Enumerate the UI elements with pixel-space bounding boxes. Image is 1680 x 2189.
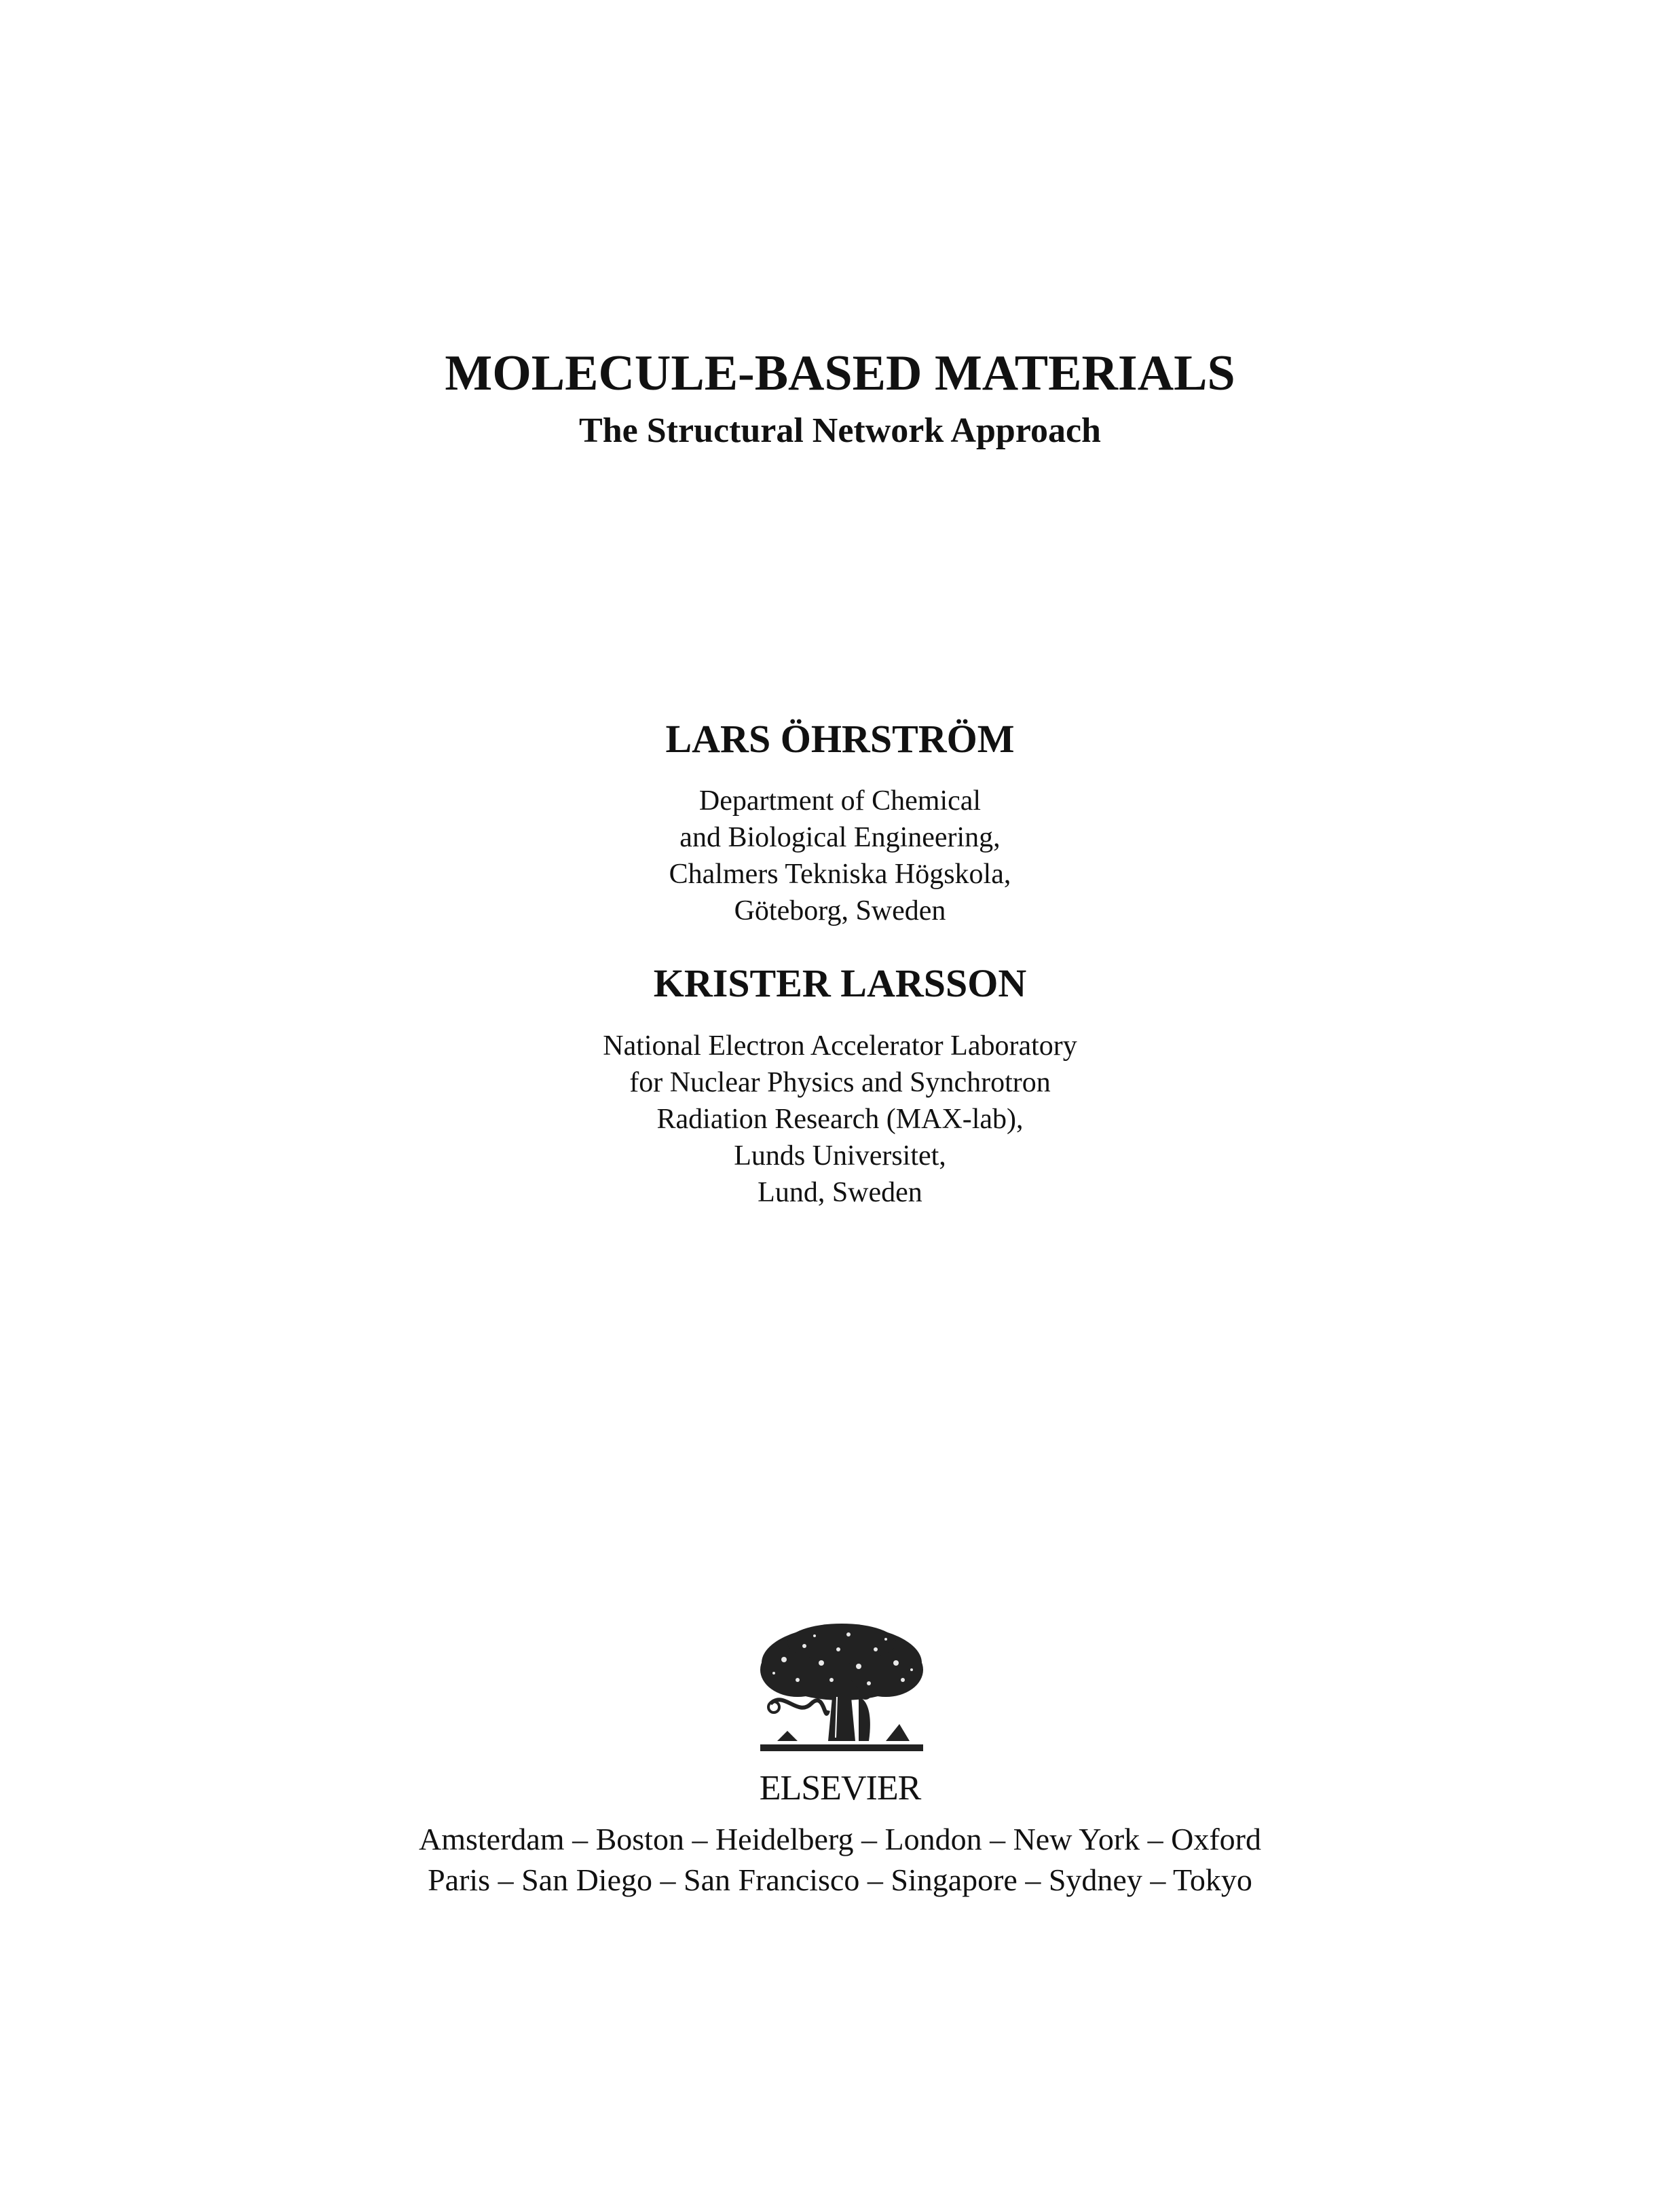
author-name-1: LARS ÖHRSTRÖM [665,717,1015,761]
book-title: MOLECULE-BASED MATERIALS [445,345,1235,401]
author-affiliation-2 [0,1028,1680,1211]
affiliation-line: Göteborg, Sweden [734,895,946,927]
cities-line: Paris – San Diego – San Francisco – Singapore – Sydney – Tokyo [428,1863,1252,1897]
publisher-name: ELSEVIER [759,1769,921,1808]
affiliation-line: Chalmers Tekniska Högskola, [669,859,1011,890]
affiliation-line: Lunds Universitet, [734,1140,946,1172]
affiliation-line: Radiation Research (MAX-lab), [656,1104,1024,1135]
affiliation-line: National Electron Accelerator Laboratory [603,1030,1077,1062]
cities-line: Amsterdam – Boston – Heidelberg – London – New York – Oxford [418,1822,1262,1856]
affiliation-line: and Biological Engineering, [679,822,1001,853]
author-name-2: KRISTER LARSSON [653,961,1027,1005]
author-affiliation-1 [0,783,1680,929]
book-subtitle: The Structural Network Approach [579,411,1101,450]
affiliation-line: Department of Chemical [698,785,982,817]
affiliation-line: for Nuclear Physics and Synchrotron [629,1067,1051,1098]
affiliation-line: Lund, Sweden [758,1177,922,1208]
publisher-cities [0,1819,1680,1901]
